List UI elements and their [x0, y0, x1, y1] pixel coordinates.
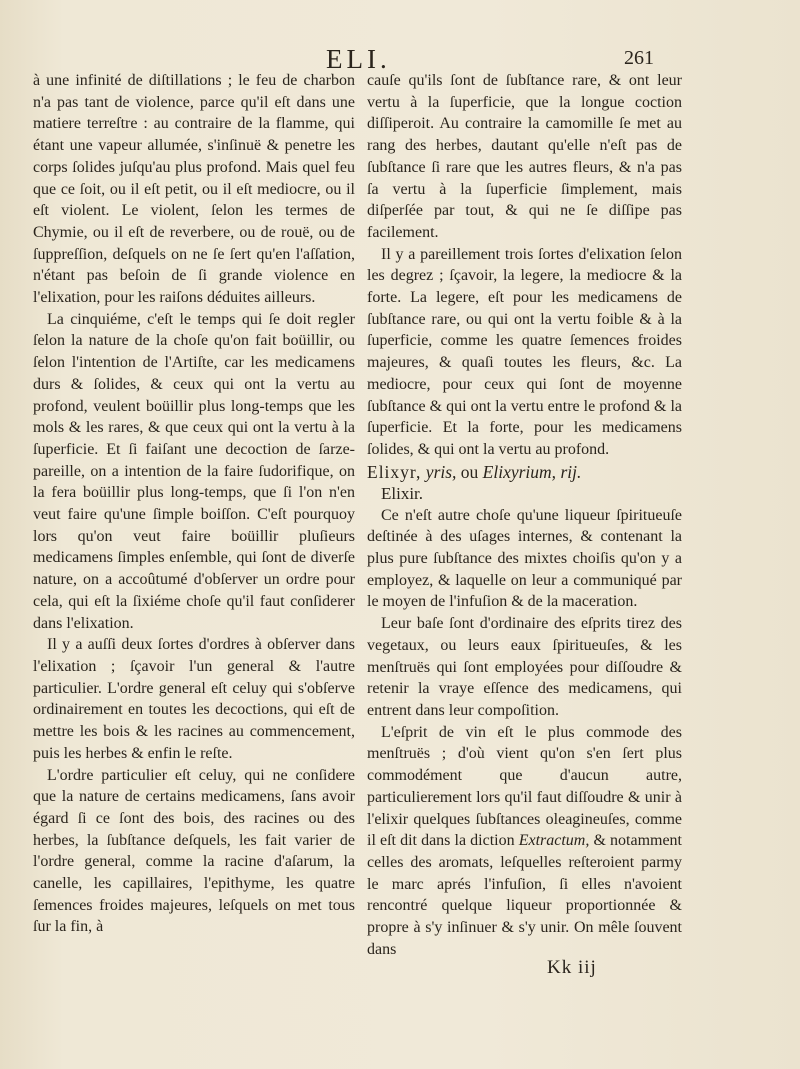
right-paragraph-3: Ce n'eſt autre choſe qu'une liqueur ſpiritueuſe deſtinée à des uſages internes, & contenant la plus pure ſubſtance des mixtes choiſis qu'on y a employez, & laquelle on leur a communiqué par le moyen de l'infuſion & de la maceration.	[367, 506, 682, 611]
right-paragraph-4: Leur baſe ſont d'ordinaire des eſprits tirez des vegetaux, ou leurs eaux ſpiritueuſes, & les menſtruës qui ſont employées pour diſſoudre & retenir la vraye eſſence des medicamens, qui entrent dans leur compoſition.	[367, 615, 682, 719]
left-column	[33, 70, 355, 938]
right-paragraph-5	[367, 722, 682, 961]
left-paragraph-3: Il y a auſſi deux ſortes d'ordres à obſerver dans l'elixation ; ſçavoir l'un general & l'autre particulier. L'ordre general eſt celuy qui s'obſerve ordinairement en toutes les decoctions, qui eſt de mettre les bois & les racines au commencement, puis les herbes & enfin le reſte.	[33, 636, 355, 762]
cross-reference: Extractum,	[518, 832, 590, 850]
right-paragraph-5-part-a: L'eſprit de vin eſt le plus commode des menſtruës ; d'où vient qu'on s'en ſert plus commodément que d'aucun autre, particulierement lors qu'il faut diſſoudre & unir à l'elixir quelques ſubſtances oleagineuſes, comme il eſt dit dans la diction	[367, 723, 682, 850]
running-title: ELI.	[326, 44, 391, 74]
right-paragraph-1: cauſe qu'ils ſont de ſubſtance rare, & ont leur vertu à la ſuperficie, que la longue coction diſſiperoit. Au contraire la camomille ſe met au rang des herbes, dautant qu'elle n'eſt pas de ſubſtance ſi rare que les autres fleurs, & n'a pas ſa vertu à la ſuperficie ſimplement, mais diſperſée par tout, & qui ne ſe diſſipe pas facilement.	[367, 72, 682, 241]
entry-alternate-genitive: rij.	[560, 461, 582, 482]
left-paragraph-4: L'ordre particulier eſt celuy, qui ne conſidere que la nature de certains medicamens, ſans avoir égard ſi ce ſont des bois, des racines ou des herbes, la ſubſtance deſquels, les fait varier de l'ordre general, comme la racine d'aſarum, la canelle, les capillaires, l'epithyme, les quatre ſemences froides majeures, leſquels on met tous ſur la fin, à	[33, 766, 355, 936]
page-number: 261	[624, 47, 654, 69]
entry-heading	[367, 461, 682, 483]
entry-translation: Elixir.	[381, 483, 424, 503]
right-column	[367, 70, 682, 960]
signature-mark: Kk iij	[547, 957, 597, 978]
right-paragraph-2: Il y a pareillement trois ſortes d'elixation ſelon les degrez ; ſçavoir, la legere, la mediocre & la forte. La legere, eſt pour les medicamens de ſubſtance rare, ou qui ont la vertu foible & à la ſuperficie, comme les quatre ſemences froides majeures, & quaſi toutes les fleurs, &c. La mediocre, pour ceux qui ſont de moyenne ſubſtance & qui ont la vertu entre le profond & la ſuperficie. Et la forte, pour les medicamens ſolides, & qui ont la vertu au profond.	[367, 245, 682, 458]
left-paragraph-1: à une infinité de diſtillations ; le feu de charbon n'a pas tant de violence, parce qu'il eſt dans une matiere terreſtre : au contraire de la flamme, qui étant une vapeur allumée, s'inſinuë & penetre les corps ſolides juſqu'au plus profond. Mais quel feu que ce ſoit, ou il eſt petit, ou il eſt mediocre, ou il eſt violent. Le violent, ſelon les termes de Chymie, ou il eſt de reverbere, ou de rouë, ou de ſuppreſſion, deſquels on ne ſe ſert qu'en l'aſſation, n'étant pas beſoin de ſi grande violence en l'elixation, pour les raiſons déduites ailleurs.	[33, 72, 355, 307]
right-paragraph-5-part-b: & notamment celles des aromats, leſquelles reſteroient parmy le marc aprés l'infuſion, ſi elles n'avoient rencontré quelque liqueur proportionnée & propre à s'y inſinuer & s'y unir. On mêle ſouvent dans	[367, 832, 682, 958]
entry-genitive: yris,	[425, 461, 457, 482]
entry-alternate: Elixyrium,	[482, 461, 557, 482]
entry-term: Elixyr,	[367, 461, 422, 482]
left-paragraph-2: La cinquiéme, c'eſt le temps qui ſe doit regler ſelon la nature de la choſe qu'on fait boüillir, ou ſelon l'intention de l'Artiſte, car les medicamens durs & ſolides, & ceux qui ont la vertu au profond, veulent boüillir plus long-temps que les mols & les rares, & que ceux qui ont la vertu à la ſuperficie. Et ſi faiſant une decoction de ſarze-pareille, on a intention de la faire ſudorifique, on la fera boüillir plus long-temps, que ſi l'on n'en veut faire qu'une ſimple boiſſon. C'eſt pourquoy lors qu'on veut faire boüillir pluſieurs medicamens ſimples enſemble, qui ſont de diverſe nature, on a accoûtumé d'obſerver un ordre pour cela, qui eſt la ſixiéme choſe qu'il faut conſiderer dans l'elixation.	[33, 310, 355, 632]
entry-or: ou	[460, 461, 479, 482]
